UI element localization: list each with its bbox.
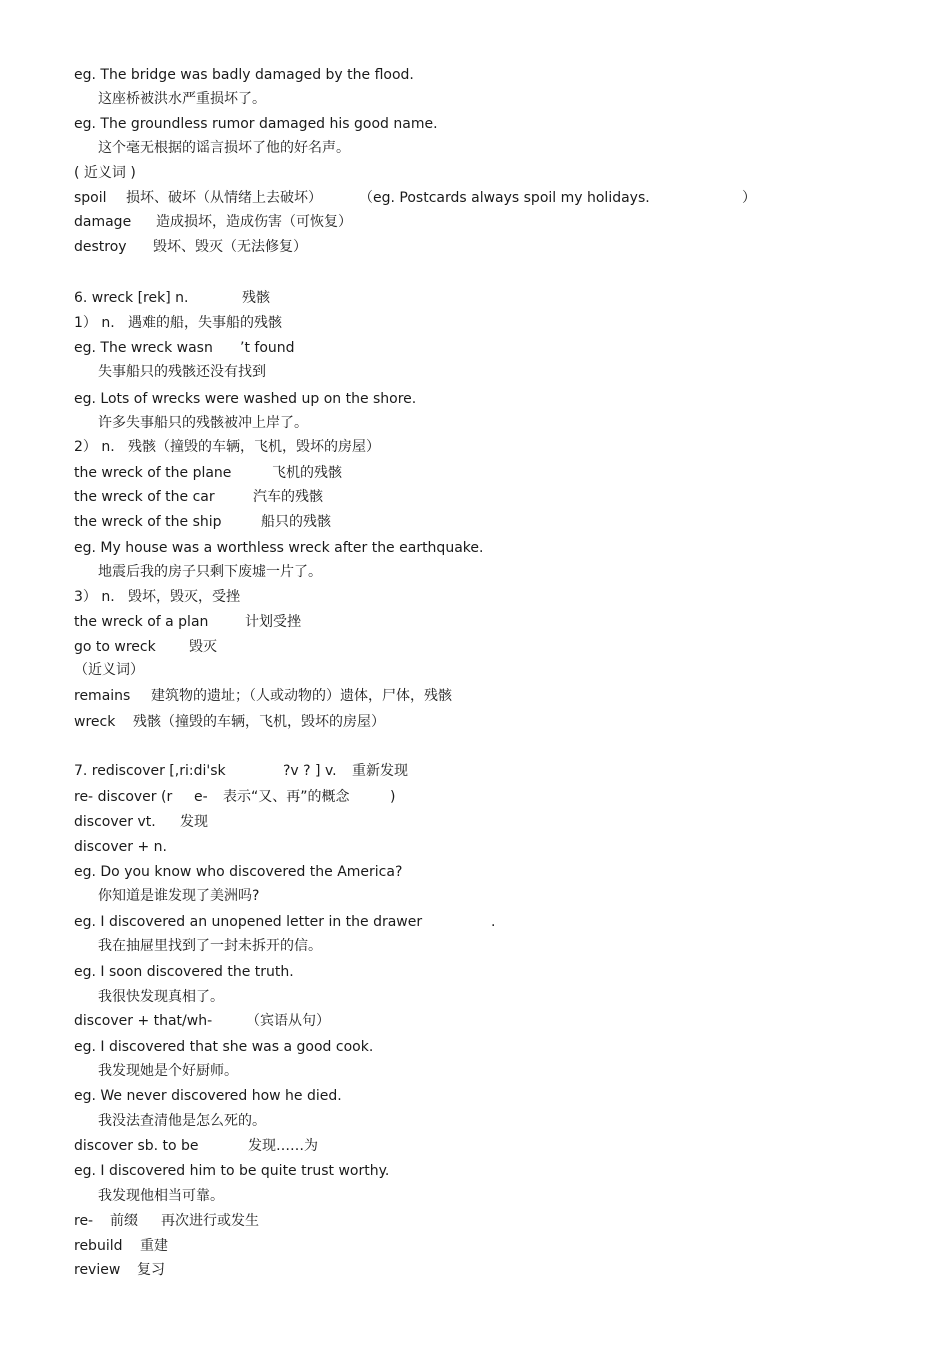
phrase-meaning: （宾语从句） <box>246 1013 330 1029</box>
prefix-row <box>74 1212 474 1230</box>
synonyms-title: ( 近义词 ) <box>74 165 136 181</box>
example-sentence: eg. We never discovered how he died. <box>74 1088 342 1104</box>
phrase: go to wreck <box>74 639 156 655</box>
term: wreck <box>74 714 116 730</box>
phrase-meaning: 汽车的残骸 <box>253 489 323 505</box>
prefix-label: 前缀 <box>110 1213 138 1229</box>
example-sentence: eg. The bridge was badly damaged by the flood. <box>74 67 414 83</box>
phrase-meaning: 发现 <box>180 814 208 830</box>
phrase-row <box>74 1137 474 1155</box>
prefix: re- <box>74 1213 94 1229</box>
phrase-meaning: 船只的残骸 <box>261 514 331 530</box>
entry-heading <box>74 762 474 780</box>
formation-part: re- discover (r <box>74 789 173 805</box>
headword: 7. rediscover [,ri:di'sk <box>74 763 226 779</box>
example-translation: 地震后我的房子只剩下废墟一片了。 <box>98 564 322 580</box>
example-translation: 我发现她是个好厨师。 <box>98 1063 238 1079</box>
definition: 残骸（撞毁的车辆，飞机，毁坏的房屋） <box>133 714 385 730</box>
phrase-row <box>74 813 474 831</box>
definition: 建筑物的遗址；（人或动物的）遗体，尸体，残骸 <box>151 688 452 704</box>
phrase-row <box>74 513 474 531</box>
example-sentence: eg. I discovered that she was a good cook. <box>74 1039 374 1055</box>
definition: 造成损坏，造成伤害（可恢复） <box>156 214 352 230</box>
synonym-row <box>74 213 474 231</box>
term: spoil <box>74 190 107 206</box>
synonyms-title: （近义词） <box>74 662 144 678</box>
phrase: review <box>74 1262 121 1278</box>
example-translation: 我在抽屉里找到了一封未拆开的信。 <box>98 938 322 954</box>
phrase: discover + that/wh- <box>74 1013 213 1029</box>
example-sentence: eg. I discovered him to be quite trust worthy. <box>74 1163 390 1179</box>
usage-pattern: discover + n. <box>74 839 167 855</box>
sense-heading: 2） n. 残骸（撞毁的车辆，飞机，毁坏的房屋） <box>74 439 381 455</box>
headword: 6. wreck [rek] n. <box>74 290 189 306</box>
bracket: ） <box>742 190 756 206</box>
example-sentence: eg. My house was a worthless wreck after the earthquake. <box>74 540 484 556</box>
headword-meaning: 残骸 <box>242 290 270 306</box>
phrase: discover vt. <box>74 814 156 830</box>
example-translation: 许多失事船只的残骸被冲上岸了。 <box>98 415 308 431</box>
example-sentence: eg. I soon discovered the truth. <box>74 964 294 980</box>
example-translation: 我发现他相当可靠。 <box>98 1188 224 1204</box>
definition: 毁坏、毁灭（无法修复） <box>153 239 307 255</box>
phrase-meaning: 飞机的残骸 <box>272 465 342 481</box>
entry-heading <box>74 289 474 307</box>
prefix-meaning: 再次进行或发生 <box>161 1213 259 1229</box>
synonym-row <box>74 238 474 256</box>
phrase-row <box>74 1237 374 1255</box>
term: damage <box>74 214 132 230</box>
formation-part: ) <box>390 789 396 805</box>
example-sentence: eg. The groundless rumor damaged his good name. <box>74 116 438 132</box>
definition: 损坏、破坏（从情绪上去破坏） <box>126 190 322 206</box>
phrase-meaning: 重建 <box>140 1238 168 1254</box>
term: destroy <box>74 239 127 255</box>
phrase-meaning: 复习 <box>137 1262 165 1278</box>
formation-note: 表示“又、再”的概念 <box>223 789 350 805</box>
phrase-row <box>74 488 474 506</box>
example-sentence: eg. Lots of wrecks were washed up on the shore. <box>74 391 417 407</box>
phonetic: ?v ? ] v. <box>283 763 337 779</box>
example-part: . <box>491 914 496 930</box>
formation-part: e- <box>194 789 208 805</box>
example-sentence <box>74 339 474 357</box>
phrase: discover sb. to be <box>74 1138 199 1154</box>
phrase-row <box>74 464 474 482</box>
word-formation <box>74 788 474 806</box>
example-translation: 我没法查清他是怎么死的。 <box>98 1113 266 1129</box>
example-part: eg. I discovered an unopened letter in the drawer <box>74 914 423 930</box>
example-sentence: eg. Do you know who discovered the America? <box>74 864 403 880</box>
synonym-row <box>74 189 794 207</box>
phrase-meaning: 毁灭 <box>189 639 217 655</box>
phrase: the wreck of a plan <box>74 614 209 630</box>
synonym-row <box>74 687 574 705</box>
example-translation: 失事船只的残骸还没有找到 <box>98 364 266 380</box>
example-translation: 你知道是谁发现了美洲吗? <box>98 888 260 904</box>
example-sentence <box>74 913 514 931</box>
phrase-row <box>74 613 474 631</box>
synonym-row <box>74 713 574 731</box>
phrase-row <box>74 1261 374 1279</box>
example-part: eg. The wreck wasn <box>74 340 213 356</box>
phrase-meaning: 计划受挫 <box>245 614 301 630</box>
example-sentence: （eg. Postcards always spoil my holidays. <box>359 190 650 206</box>
phrase-row <box>74 638 474 656</box>
example-part: ’t found <box>240 340 295 356</box>
example-translation: 这个毫无根据的谣言损坏了他的好名声。 <box>98 140 350 156</box>
phrase: the wreck of the ship <box>74 514 222 530</box>
phrase-meaning: 发现……为 <box>248 1138 318 1154</box>
phrase-row <box>74 1012 474 1030</box>
example-translation: 这座桥被洪水严重损坏了。 <box>98 91 266 107</box>
term: remains <box>74 688 131 704</box>
phrase: the wreck of the car <box>74 489 215 505</box>
sense-heading: 3） n. 毁坏，毁灭，受挫 <box>74 589 241 605</box>
headword-meaning: 重新发现 <box>352 763 408 779</box>
phrase: rebuild <box>74 1238 123 1254</box>
sense-heading: 1） n. 遇难的船，失事船的残骸 <box>74 315 283 331</box>
example-translation: 我很快发现真相了。 <box>98 989 224 1005</box>
phrase: the wreck of the plane <box>74 465 232 481</box>
